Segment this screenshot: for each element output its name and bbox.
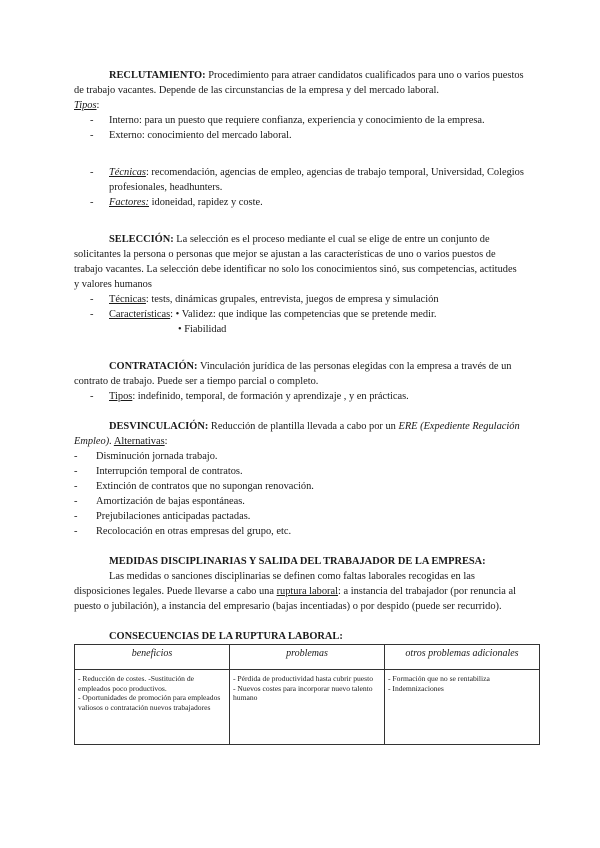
- ere-text: ERE (Expediente Regulación Empleo).: [74, 421, 520, 447]
- cell-line: - Pérdida de productividad hasta cubrir puesto: [233, 674, 374, 683]
- consecuencias-title-line: [74, 629, 524, 644]
- seleccion-tecnicas-label: Técnicas: [109, 294, 146, 305]
- header-otros-problemas: otros problemas adicionales: [385, 645, 540, 670]
- list-item: - Prejubilaciones anticipadas pactadas.: [74, 509, 524, 524]
- tecnicas-text: : recomendación, agencias de empleo, agencias de trabajo temporal, Universidad, Colegios profesionales, headhunters.: [109, 167, 524, 193]
- desvinculacion-text: Reducción de plantilla llevada a cabo por un: [210, 421, 396, 432]
- contratacion-text: Vinculación jurídica de las personas elegidas con la empresa a través de un contrato de trabajo. Puede ser a tiempo parcial o completo.: [74, 361, 512, 387]
- seleccion-text: La selección es el proceso mediante el cual se elige de entre un conjunto de solicitantes la persona o personas que mejor se ajustan a las características de uno o varios puestos de trabajo vacantes. La selección debe identificar no solo los conocimientos sinó, sus competencias, actitudes y valores humanos: [74, 234, 517, 290]
- consecuencias-table: [74, 644, 540, 745]
- list-item: - Extinción de contratos que no supongan renovación.: [74, 479, 524, 494]
- contratacion-list: [74, 389, 524, 404]
- cell-line: - Reducción de costes. -Sustitución de empleados poco productivos.: [78, 674, 194, 693]
- seleccion-list: [74, 292, 524, 322]
- caracteristicas-item: [74, 307, 524, 322]
- factores-label: Factores:: [109, 197, 150, 208]
- seleccion-title: SELECCIÓN:: [109, 234, 174, 245]
- tecnicas-factores-list: [74, 165, 524, 210]
- contratacion-tipos-label: Tipos: [109, 391, 133, 402]
- document-page: [74, 68, 524, 644]
- factores-text: idoneidad, rapidez y coste.: [149, 197, 263, 208]
- list-item: - Interrupción temporal de contratos.: [74, 464, 524, 479]
- list-item: - Externo: conocimiento del mercado laboral.: [74, 128, 524, 143]
- cell-beneficios: [75, 670, 230, 745]
- desvinculacion-paragraph: DESVINCULACIÓN: Reducción de plantilla llevada a cabo por un ERE (Expediente Regulación Empleo). Alternativas:: [74, 421, 520, 447]
- medidas-text-b: : a instancia del trabajador (por renuncia al puesto o jubilación), a instancia del empresario (bajas incentiadas) o por despido (puede ser recurrido).: [74, 586, 517, 612]
- contratacion-paragraph: [74, 359, 524, 389]
- consecuencias-title: CONSECUENCIAS DE LA RUPTURA LABORAL:: [109, 631, 343, 642]
- table-header-row: [75, 645, 540, 670]
- seleccion-tecnicas-item: [74, 292, 524, 307]
- list-item: - Disminución jornada trabajo.: [74, 449, 524, 464]
- header-problemas: problemas: [230, 645, 385, 670]
- tipos-list: [74, 113, 524, 143]
- reclutamiento-text: Procedimiento para atraer candidatos cualificados para uno o varios puestos de trabajo vacantes. Depende de las circunstancias de la empresa y del mercado laboral.: [74, 70, 524, 96]
- fiabilidad-line: • Fiabilidad: [178, 324, 227, 335]
- cell-otros: [385, 670, 540, 745]
- caracteristicas-text: : • Validez: que indique las competencias que se pretende medir.: [170, 309, 437, 320]
- cell-line: - Indemnizaciones: [388, 683, 444, 693]
- tecnicas-label: Técnicas: [109, 167, 146, 178]
- medidas-title: MEDIDAS DISCIPLINARIAS Y SALIDA DEL TRABAJADOR DE LA EMPRESA:: [109, 556, 486, 567]
- seleccion-tecnicas-text: : tests, dinámicas grupales, entrevista, juegos de empresa y simulación: [145, 294, 439, 305]
- list-item: - Interno: para un puesto que requiere confianza, experiencia y conocimiento de la empresa.: [74, 113, 524, 128]
- reclutamiento-title: RECLUTAMIENTO:: [109, 70, 206, 81]
- factores-item: [74, 195, 524, 210]
- seleccion-paragraph: [74, 232, 524, 292]
- medidas-paragraph: [74, 569, 524, 614]
- tipos-label: Tipos: [74, 100, 97, 111]
- ruptura-laboral: ruptura laboral: [276, 586, 339, 597]
- alternativas-label: Alternativas: [113, 436, 165, 447]
- tecnicas-item: [74, 165, 524, 195]
- contratacion-tipos-item: [74, 389, 524, 404]
- list-item: - Recolocación en otras empresas del grupo, etc.: [74, 524, 524, 539]
- list-item: - Amortización de bajas espontáneas.: [74, 494, 524, 509]
- desvinculacion-title: DESVINCULACIÓN:: [109, 421, 209, 432]
- contratacion-title: CONTRATACIÓN:: [109, 361, 198, 372]
- reclutamiento-paragraph: [74, 68, 524, 98]
- cell-problemas: [230, 670, 385, 745]
- cell-line: - Formación que no se rentabiliza: [388, 674, 490, 683]
- caracteristicas-label: Características: [109, 309, 171, 320]
- cell-line: - Nuevos costes para incorporar nuevo talento humano: [233, 683, 373, 702]
- contratacion-tipos-text: : indefinido, temporal, de formación y aprendizaje , y en prácticas.: [132, 391, 409, 402]
- table-row: [75, 670, 540, 745]
- medidas-title-line: [74, 554, 524, 569]
- alternativas-list: [74, 449, 524, 539]
- tipos-label-line: Tipos:: [74, 100, 100, 111]
- header-beneficios: beneficios: [75, 645, 230, 670]
- cell-line: - Oportunidades de promoción para empleados valiosos o contratación nuevos trabajadores: [78, 693, 221, 712]
- medidas-text-a: Las medidas o sanciones disciplinarias se definen como faltas laborales recogidas en las disposiciones legales. Puede llevarse a cabo una: [74, 571, 475, 597]
